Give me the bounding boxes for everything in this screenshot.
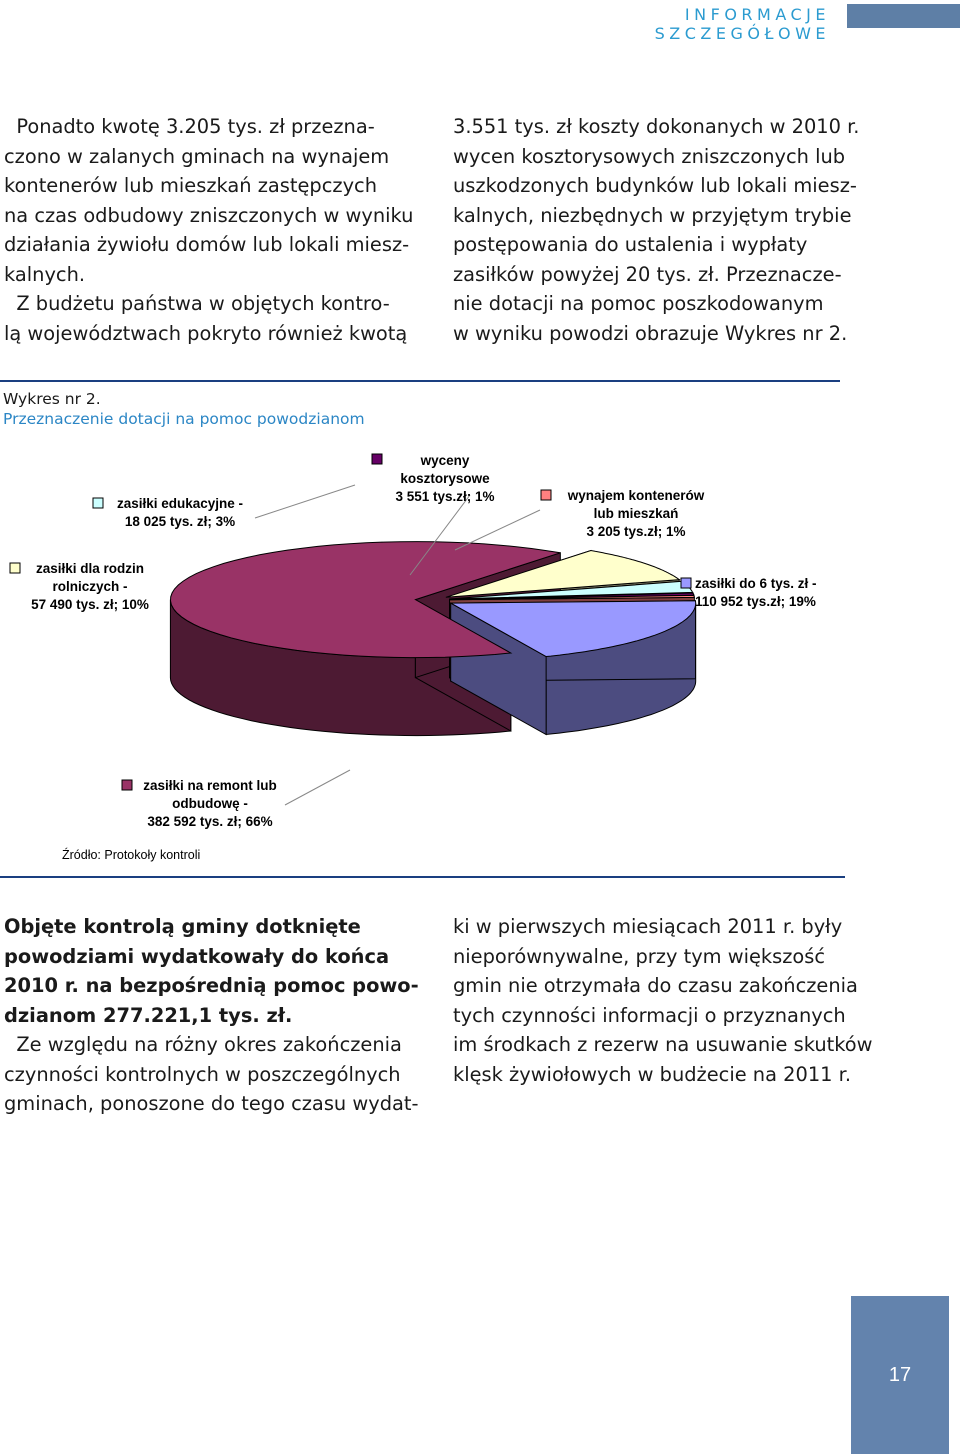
summary-right-column [453,912,873,1089]
pie-slice-label-line: 3 551 tys.zł; 1% [395,489,495,504]
pie-label-leader [455,510,540,550]
pie-slice-label-line: zasiłki do 6 tys. zł - [695,576,817,591]
pie-slice-label-line: 57 490 tys. zł; 10% [31,597,149,612]
text-line: gminach, ponoszone do tego czasu wydat- [4,1092,419,1115]
intro-right-column [453,112,873,348]
legend-swatch [10,563,20,573]
pie-slice-label-line: odbudowę - [172,796,248,811]
text-line: tych czynności informacji o przyznanych [453,1003,846,1027]
text-line: Ze względu na różny okres zakończenia [4,1033,402,1056]
text-line: w wyniku powodzi obrazuje Wykres nr 2. [453,321,848,345]
text-line: lą województwach pokryto również kwotą [4,321,408,345]
chart-number-label: Wykres nr 2. [3,390,101,408]
chart-top-rule [0,380,840,382]
pie-slice-label-line: zasiłki edukacyjne - [116,496,244,511]
pie-slice-label-line: kosztorysowe [400,471,490,486]
text-line: Ponadto kwotę 3.205 tys. zł przezna- [4,115,375,138]
text-line: klęsk żywiołowych w budżecie na 2011 r. [453,1062,852,1086]
section-title: INFORMACJE SZCZEGÓŁOWE [654,5,830,43]
pie-slice-label-line: zasiłki dla rodzin [35,561,145,576]
header-bar [847,4,960,28]
text-line: zasiłków powyżej 20 tys. zł. Przeznacze- [453,262,842,286]
pie-slice-label-line: 18 025 tys. zł; 3% [124,514,236,529]
legend-swatch [681,578,691,588]
bold-text-line: 2010 r. na bezpośrednią pomoc powo- [4,974,419,997]
pie-slice-label-line: 382 592 tys. zł; 66% [147,814,273,829]
text-line: kalnych. [4,262,86,286]
text-line: działania żywiołu domów lub lokali miesz- [4,233,410,256]
summary-left-column [4,912,424,1119]
bold-text-line: Objęte kontrolą gminy dotknięte [4,915,361,938]
text-line: wycen kosztorysowych zniszczonych lub [453,144,846,168]
text-line: kontenerów lub mieszkań zastępczych [4,174,378,197]
text-line: nie dotacji na pomoc poszkodowanym [453,292,824,315]
pie-slice-label-line: 110 952 tys.zł; 19% [695,594,816,609]
pie-slice-label [117,496,243,529]
page-number: 17 [888,1363,912,1386]
legend-swatch [122,780,132,790]
text-line: na czas odbudowy zniszczonych w wyniku [4,203,414,227]
pie-slice-label-line: 3 205 tys.zł; 1% [586,524,686,539]
pie-slice-label-line: wyceny [420,453,470,468]
text-line: 3.551 tys. zł koszty dokonanych w 2010 r. [453,115,860,138]
pie-label-leader [285,770,350,805]
chart-source: Źródło: Protokoły kontroli [62,848,201,862]
text-line: im środkach z rezerw na usuwanie skutków [453,1033,873,1056]
pie-slice-label-line: wynajem kontenerów [567,488,705,503]
chart-bottom-rule [0,876,845,878]
bold-text-line: powodziami wydatkowały do końca [4,944,390,968]
pie-slice-label [143,778,277,829]
legend-swatch [93,498,103,508]
pie-label-leader [255,485,355,518]
text-line: Z budżetu państwa w objętych kontro- [4,292,390,315]
legend-swatch [372,454,382,464]
pie-slice-label [395,453,494,504]
intro-left-column [4,112,424,348]
text-line: ki w pierwszych miesiącach 2011 r. były [453,915,843,938]
text-line: kalnych, niezbędnych w przyjętym trybie [453,203,852,227]
text-line: gmin nie otrzymała do czasu zakończenia [453,974,858,997]
text-line: czono w zalanych gminach na wynajem [4,144,390,168]
page-number-box [851,1296,949,1454]
pie-slice-label [695,576,817,609]
chart-caption-title: Przeznaczenie dotacji na pomoc powodzianom [3,410,365,428]
text-line: czynności kontrolnych w poszczególnych [4,1062,401,1086]
text-line: postępowania do ustalenia i wypłaty [453,233,808,256]
bold-text-line: dzianom 277.221,1 tys. zł. [4,1003,293,1027]
pie-slice-label-line: rolniczych - [52,579,128,594]
pie-slice-label [31,561,149,612]
pie-slice-label [567,488,705,539]
text-line: nieporównywalne, przy tym większość [453,944,826,968]
pie-chart [0,440,900,870]
text-line: uszkodzonych budynków lub lokali miesz- [453,174,857,197]
legend-swatch [541,490,551,500]
pie-slice-label-line: zasiłki na remont lub [143,778,277,793]
pie-slice-label-line: lub mieszkań [593,506,679,521]
